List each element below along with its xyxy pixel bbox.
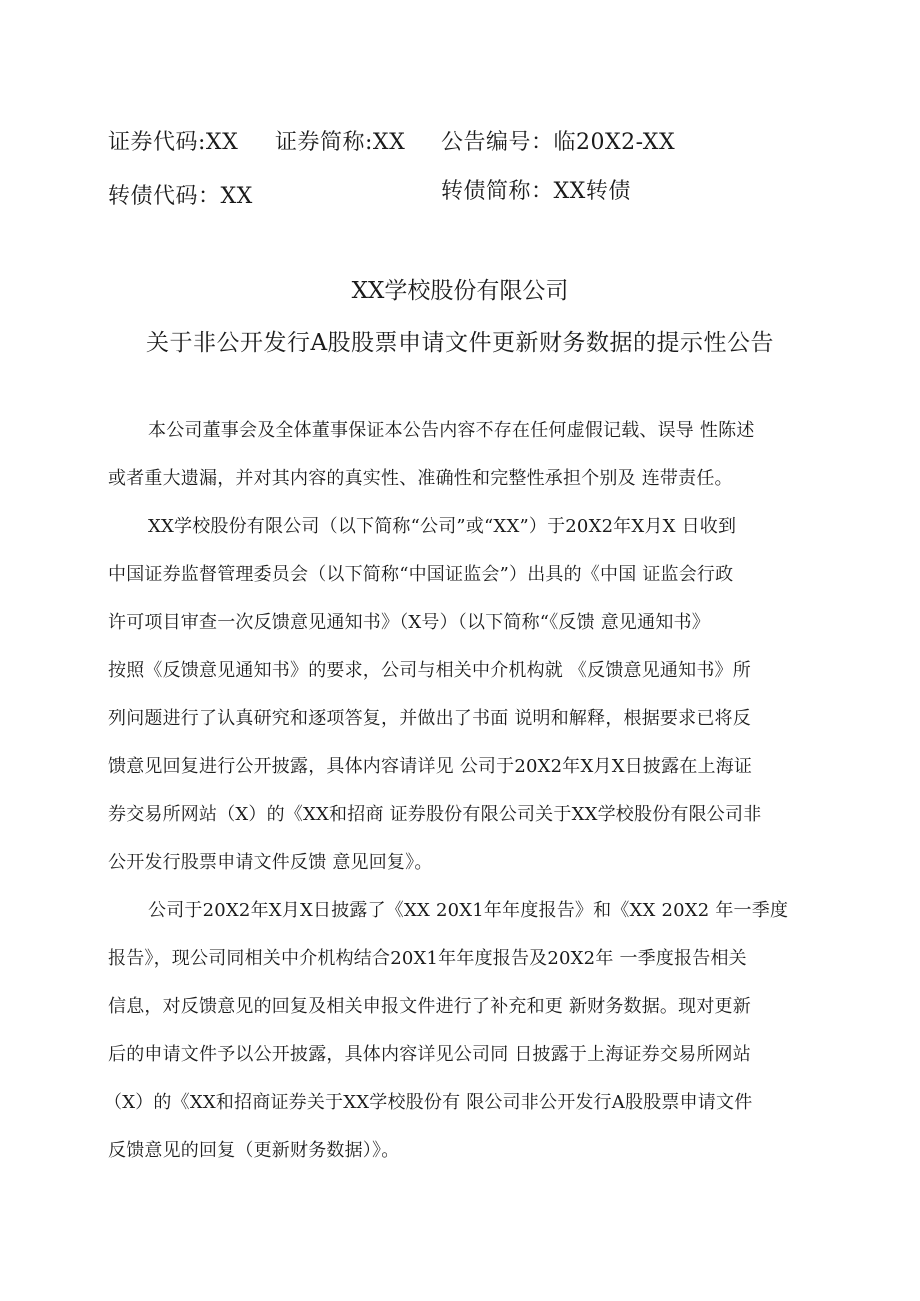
body-line: 馈意见回复进行公开披露，具体内容请详见 公司于20X2年X月X日披露在上海证 [108,756,753,777]
body-line: 中国证券监督管理委员会（以下简称“中国证监会”）出具的《中国 证监会行政 [108,564,734,585]
body-line: 按照《反馈意见通知书》的要求，公司与相关中介机构就 《反馈意见通知书》所 [108,660,751,681]
body-line: 反馈意见的回复（更新财务数据）》。 [108,1140,400,1161]
announcement-number: 公告编号：临20X2-XX [441,130,676,155]
stock-code: 证券代码:XX [108,130,239,155]
body-line: XX学校股份有限公司（以下简称“公司”或“XX”）于20X2年X月X 日收到 [148,516,737,537]
body-line: 券交易所网站（X）的《XX和招商 证券股份有限公司关于XX学校股份有限公司非 [108,804,762,825]
bond-abbr: 转债简称：XX转债 [441,179,631,204]
body-line: 信息，对反馈意见的回复及相关申报文件进行了补充和更 新财务数据。现对更新 [108,996,751,1017]
body-line: 许可项目审查一次反馈意见通知书》（X号）（以下简称“《反馈 意见通知书》 [108,612,710,633]
stock-abbr: 证券简称:XX [275,130,406,155]
body-line: 列问题进行了认真研究和逐项答复，并做出了书面 说明和解释，根据要求已将反 [108,708,751,729]
body-line: 本公司董事会及全体董事保证本公告内容不存在任何虚假记载、误导 性陈述 [148,420,755,441]
body-line: 后的申请文件予以公开披露，具体内容详见公司同 日披露于上海证券交易所网站 [108,1044,751,1065]
body-line: 公开发行股票申请文件反馈 意见回复》。 [108,852,433,873]
bond-code: 转债代码：XX [108,184,253,209]
body-line: 或者重大遗漏，并对其内容的真实性、准确性和完整性承担个别及 连带责任。 [108,468,733,489]
body-line: 公司于20X2年X月X日披露了《XX 20X1年年度报告》和《XX 20X2 年一季度 [148,900,789,921]
announcement-title: 关于非公开发行A股股票申请文件更新财务数据的提示性公告 [145,330,775,356]
company-name: XX学校股份有限公司 [351,278,569,304]
body-line: （X）的《XX和招商证券关于XX学校股份有 限公司非公开发行A股股票申请文件 [104,1092,753,1113]
body-line: 报告》，现公司同相关中介机构结合20X1年年度报告及20X2年 一季度报告相关 [108,948,747,969]
